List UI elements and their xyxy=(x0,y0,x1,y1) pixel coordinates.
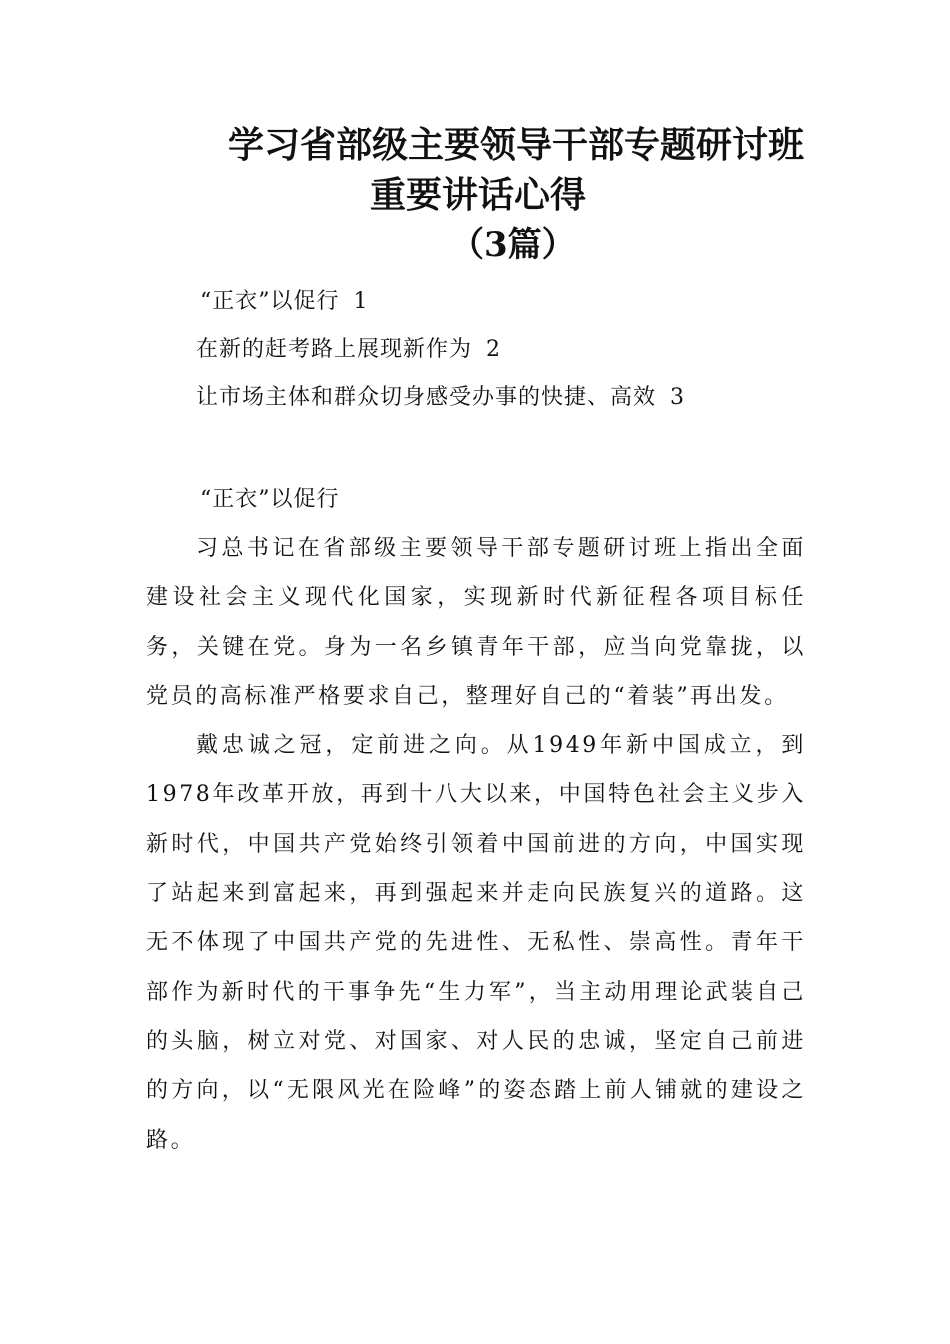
article xyxy=(146,476,806,1165)
title-line-1: 学习省部级主要领导干部专题研讨班 xyxy=(228,124,805,166)
toc-item-page: 1 xyxy=(353,289,369,314)
toc-item[interactable] xyxy=(196,326,950,374)
toc-item-page: 3 xyxy=(670,385,686,410)
table-of-contents xyxy=(0,278,950,422)
toc-item[interactable] xyxy=(196,374,950,422)
toc-item[interactable] xyxy=(200,278,950,326)
toc-item-label: 在新的赶考路上展现新作为 xyxy=(196,337,473,362)
toc-item-label: “正衣”以促行 xyxy=(200,289,340,314)
toc-item-page: 2 xyxy=(486,337,502,362)
article-paragraph: 习总书记在省部级主要领导干部专题研讨班上指出全面建设社会主义现代化国家，实现新时代新征程各项目标任务，关键在党。身为一名乡镇青年干部，应当向党靠拢，以党员的高标准严格要求自己，整理好自己的“着装”再出发。 xyxy=(146,536,806,709)
article-heading: “正衣”以促行 xyxy=(200,487,340,512)
title-line-2: 重要讲话心得 xyxy=(370,174,587,216)
title-line-3: （3篇） xyxy=(450,225,576,265)
toc-item-label: 让市场主体和群众切身感受办事的快捷、高效 xyxy=(196,385,657,410)
article-paragraph: 戴忠诚之冠，定前进之向。从1949年新中国成立，到1978年改革开放，再到十八大以来，中国特色社会主义步入新时代，中国共产党始终引领着中国前进的方向，中国实现了站起来到富起来，再到强起来并走向民族复兴的道路。这无不体现了中国共产党的先进性、无私性、崇高性。青年干部作为新时代的干事争先“生力军”，当主动用理论武装自己的头脑，树立对党、对国家、对人民的忠诚，坚定自己前进的方向，以“无限风光在险峰”的姿态踏上前人铺就的建设之路。 xyxy=(146,733,806,1153)
document-title xyxy=(0,120,950,270)
